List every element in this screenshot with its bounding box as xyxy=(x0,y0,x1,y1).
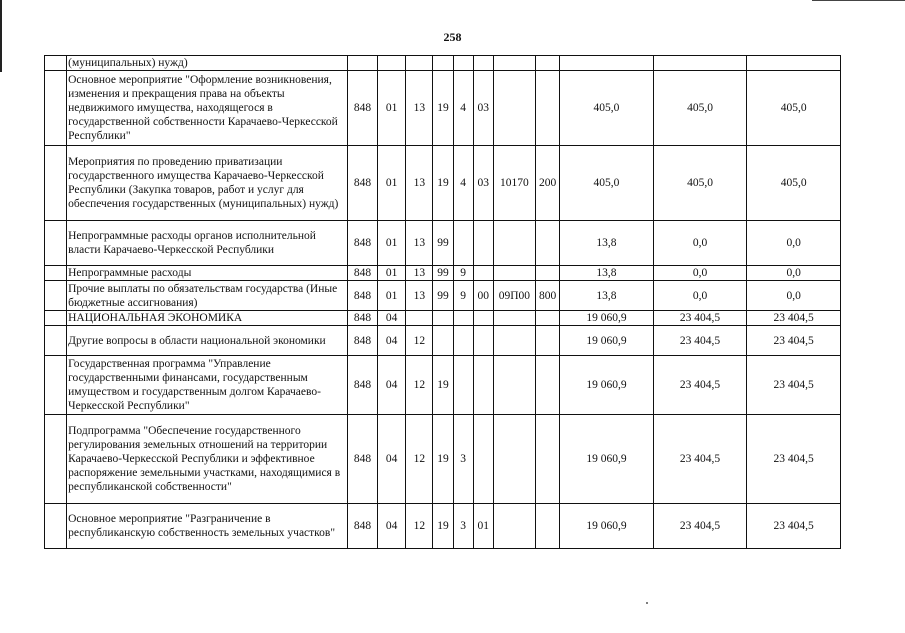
table-row xyxy=(45,326,841,356)
row-amount-cell-v1: 19 060,9 xyxy=(560,326,654,356)
row-code-cell-c5: 4 xyxy=(453,71,473,146)
row-code-cell-c8 xyxy=(536,326,560,356)
row-code-cell-c7 xyxy=(493,504,535,549)
row-code-cell-c2: 01 xyxy=(378,266,406,281)
row-code-cell-c4: 99 xyxy=(433,266,453,281)
row-code-cell-c3: 13 xyxy=(406,281,433,311)
row-code-cell-c5 xyxy=(453,221,473,266)
row-code-cell-c5: 4 xyxy=(453,146,473,221)
row-code-cell-c2: 04 xyxy=(378,415,406,504)
row-code-cell-c1: 848 xyxy=(347,326,377,356)
row-amount-cell-v1: 13,8 xyxy=(560,221,654,266)
row-code-cell-c6: 01 xyxy=(473,504,493,549)
row-amount-cell-v1: 405,0 xyxy=(560,146,654,221)
row-code-cell-c4: 19 xyxy=(433,504,453,549)
row-amount-cell-v3: 23 404,5 xyxy=(747,504,841,549)
table-row xyxy=(45,281,841,311)
row-code-cell-c5: 9 xyxy=(453,281,473,311)
row-amount-cell-v2: 23 404,5 xyxy=(653,415,747,504)
row-code-cell-c5: 3 xyxy=(453,504,473,549)
row-name-cell: Мероприятия по проведению приватизации государственного имущества Карачаево-Черкесской Республики (Закупка товаров, работ и услуг для обеспечения государственных (муниципальных) нужд) xyxy=(67,146,348,221)
row-code-cell-c3 xyxy=(406,56,433,71)
row-code-cell-c1: 848 xyxy=(347,415,377,504)
row-code-cell-c2: 04 xyxy=(378,356,406,415)
row-code-cell-c7 xyxy=(493,71,535,146)
row-blank-cell xyxy=(45,415,67,504)
table-row xyxy=(45,71,841,146)
row-amount-cell-v2 xyxy=(653,56,747,71)
row-code-cell-c1: 848 xyxy=(347,281,377,311)
row-code-cell-c1 xyxy=(347,56,377,71)
row-amount-cell-v2: 405,0 xyxy=(653,71,747,146)
row-code-cell-c4: 99 xyxy=(433,281,453,311)
row-code-cell-c3: 12 xyxy=(406,415,433,504)
row-code-cell-c1: 848 xyxy=(347,221,377,266)
table-row xyxy=(45,415,841,504)
row-code-cell-c4: 99 xyxy=(433,221,453,266)
row-code-cell-c4 xyxy=(433,56,453,71)
row-code-cell-c7 xyxy=(493,56,535,71)
row-code-cell-c7: 10170 xyxy=(493,146,535,221)
budget-table xyxy=(44,55,841,549)
row-code-cell-c8 xyxy=(536,356,560,415)
row-amount-cell-v3: 23 404,5 xyxy=(747,326,841,356)
row-code-cell-c8 xyxy=(536,311,560,326)
row-amount-cell-v2: 23 404,5 xyxy=(653,326,747,356)
row-code-cell-c8 xyxy=(536,71,560,146)
row-amount-cell-v1: 19 060,9 xyxy=(560,311,654,326)
row-name-cell: Другие вопросы в области национальной экономики xyxy=(67,326,348,356)
row-amount-cell-v3: 405,0 xyxy=(747,71,841,146)
table-body xyxy=(45,56,841,549)
row-amount-cell-v3: 23 404,5 xyxy=(747,311,841,326)
row-code-cell-c3: 12 xyxy=(406,326,433,356)
row-amount-cell-v1 xyxy=(560,56,654,71)
row-code-cell-c2 xyxy=(378,56,406,71)
row-code-cell-c5 xyxy=(453,326,473,356)
row-code-cell-c1: 848 xyxy=(347,504,377,549)
row-blank-cell xyxy=(45,221,67,266)
row-code-cell-c2: 04 xyxy=(378,311,406,326)
row-amount-cell-v2: 405,0 xyxy=(653,146,747,221)
row-name-cell: (муниципальных) нужд) xyxy=(67,56,348,71)
row-code-cell-c3: 12 xyxy=(406,504,433,549)
row-code-cell-c4 xyxy=(433,311,453,326)
row-amount-cell-v3: 0,0 xyxy=(747,281,841,311)
table-row xyxy=(45,311,841,326)
row-code-cell-c7 xyxy=(493,356,535,415)
row-code-cell-c8 xyxy=(536,504,560,549)
row-code-cell-c4: 19 xyxy=(433,71,453,146)
row-amount-cell-v3: 23 404,5 xyxy=(747,415,841,504)
row-name-cell: Основное мероприятие "Оформление возникновения, изменения и прекращения права на объекты недвижимого имущества, находящегося в государственной собственности Карачаево-Черкесской Республики" xyxy=(67,71,348,146)
row-amount-cell-v3: 405,0 xyxy=(747,146,841,221)
row-code-cell-c2: 01 xyxy=(378,281,406,311)
table-row xyxy=(45,356,841,415)
row-amount-cell-v1: 13,8 xyxy=(560,281,654,311)
row-amount-cell-v2: 23 404,5 xyxy=(653,356,747,415)
row-code-cell-c8 xyxy=(536,415,560,504)
row-blank-cell xyxy=(45,326,67,356)
scan-dot xyxy=(646,602,648,604)
row-blank-cell xyxy=(45,356,67,415)
row-code-cell-c6: 03 xyxy=(473,71,493,146)
row-name-cell: Основное мероприятие "Разграничение в республиканскую собственность земельных участков" xyxy=(67,504,348,549)
row-code-cell-c2: 01 xyxy=(378,146,406,221)
row-code-cell-c7 xyxy=(493,266,535,281)
row-amount-cell-v3: 23 404,5 xyxy=(747,356,841,415)
row-code-cell-c2: 01 xyxy=(378,221,406,266)
row-code-cell-c7 xyxy=(493,326,535,356)
row-code-cell-c3 xyxy=(406,311,433,326)
table-row xyxy=(45,266,841,281)
row-amount-cell-v1: 405,0 xyxy=(560,71,654,146)
row-code-cell-c3: 12 xyxy=(406,356,433,415)
row-code-cell-c8 xyxy=(536,266,560,281)
row-amount-cell-v1: 19 060,9 xyxy=(560,415,654,504)
row-amount-cell-v2: 0,0 xyxy=(653,281,747,311)
row-code-cell-c3: 13 xyxy=(406,221,433,266)
row-code-cell-c2: 04 xyxy=(378,326,406,356)
row-code-cell-c1: 848 xyxy=(347,266,377,281)
table-row xyxy=(45,146,841,221)
row-code-cell-c5 xyxy=(453,56,473,71)
row-name-cell: Непрограммные расходы xyxy=(67,266,348,281)
row-code-cell-c1: 848 xyxy=(347,146,377,221)
row-amount-cell-v2: 0,0 xyxy=(653,221,747,266)
row-code-cell-c4 xyxy=(433,326,453,356)
row-code-cell-c6 xyxy=(473,311,493,326)
row-code-cell-c7: 09П00 xyxy=(493,281,535,311)
row-name-cell: НАЦИОНАЛЬНАЯ ЭКОНОМИКА xyxy=(67,311,348,326)
row-code-cell-c6 xyxy=(473,326,493,356)
row-code-cell-c4: 19 xyxy=(433,356,453,415)
row-name-cell: Подпрограмма "Обеспечение государственного регулирования земельных отношений на территории Карачаево-Черкесской Республики и эффективное распоряжение земельными участками, находящимися в республиканской собственности" xyxy=(67,415,348,504)
row-code-cell-c8: 800 xyxy=(536,281,560,311)
row-code-cell-c6 xyxy=(473,266,493,281)
row-code-cell-c5 xyxy=(453,311,473,326)
row-amount-cell-v1: 19 060,9 xyxy=(560,356,654,415)
row-code-cell-c7 xyxy=(493,311,535,326)
row-code-cell-c5: 3 xyxy=(453,415,473,504)
row-code-cell-c8 xyxy=(536,56,560,71)
row-code-cell-c2: 01 xyxy=(378,71,406,146)
row-code-cell-c1: 848 xyxy=(347,356,377,415)
table-row xyxy=(45,504,841,549)
row-blank-cell xyxy=(45,71,67,146)
row-amount-cell-v2: 0,0 xyxy=(653,266,747,281)
row-amount-cell-v1: 19 060,9 xyxy=(560,504,654,549)
row-amount-cell-v1: 13,8 xyxy=(560,266,654,281)
page-number: 258 xyxy=(443,30,462,44)
row-code-cell-c8: 200 xyxy=(536,146,560,221)
row-code-cell-c5 xyxy=(453,356,473,415)
row-code-cell-c3: 13 xyxy=(406,146,433,221)
row-code-cell-c4: 19 xyxy=(433,415,453,504)
row-code-cell-c7 xyxy=(493,221,535,266)
row-code-cell-c1: 848 xyxy=(347,71,377,146)
row-blank-cell xyxy=(45,311,67,326)
row-code-cell-c6 xyxy=(473,356,493,415)
row-blank-cell xyxy=(45,504,67,549)
row-blank-cell xyxy=(45,266,67,281)
row-amount-cell-v3: 0,0 xyxy=(747,266,841,281)
row-amount-cell-v3 xyxy=(747,56,841,71)
row-blank-cell xyxy=(45,281,67,311)
row-blank-cell xyxy=(45,146,67,221)
row-code-cell-c6: 00 xyxy=(473,281,493,311)
row-amount-cell-v2: 23 404,5 xyxy=(653,504,747,549)
row-code-cell-c7 xyxy=(493,415,535,504)
row-code-cell-c1: 848 xyxy=(347,311,377,326)
table-row xyxy=(45,221,841,266)
scan-top-mark xyxy=(812,0,905,1)
row-code-cell-c4: 19 xyxy=(433,146,453,221)
row-code-cell-c6 xyxy=(473,221,493,266)
row-name-cell: Прочие выплаты по обязательствам государства (Иные бюджетные ассигнования) xyxy=(67,281,348,311)
row-code-cell-c2: 04 xyxy=(378,504,406,549)
row-amount-cell-v2: 23 404,5 xyxy=(653,311,747,326)
table-row xyxy=(45,56,841,71)
row-code-cell-c5: 9 xyxy=(453,266,473,281)
row-code-cell-c6: 03 xyxy=(473,146,493,221)
row-code-cell-c6 xyxy=(473,415,493,504)
row-name-cell: Непрограммные расходы органов исполнительной власти Карачаево-Черкесской Республики xyxy=(67,221,348,266)
row-code-cell-c6 xyxy=(473,56,493,71)
row-amount-cell-v3: 0,0 xyxy=(747,221,841,266)
row-blank-cell xyxy=(45,56,67,71)
row-name-cell: Государственная программа "Управление государственными финансами, государственным имуществом и государственным долгом Карачаево-Черкесской Республики" xyxy=(67,356,348,415)
row-code-cell-c8 xyxy=(536,221,560,266)
row-code-cell-c3: 13 xyxy=(406,266,433,281)
row-code-cell-c3: 13 xyxy=(406,71,433,146)
